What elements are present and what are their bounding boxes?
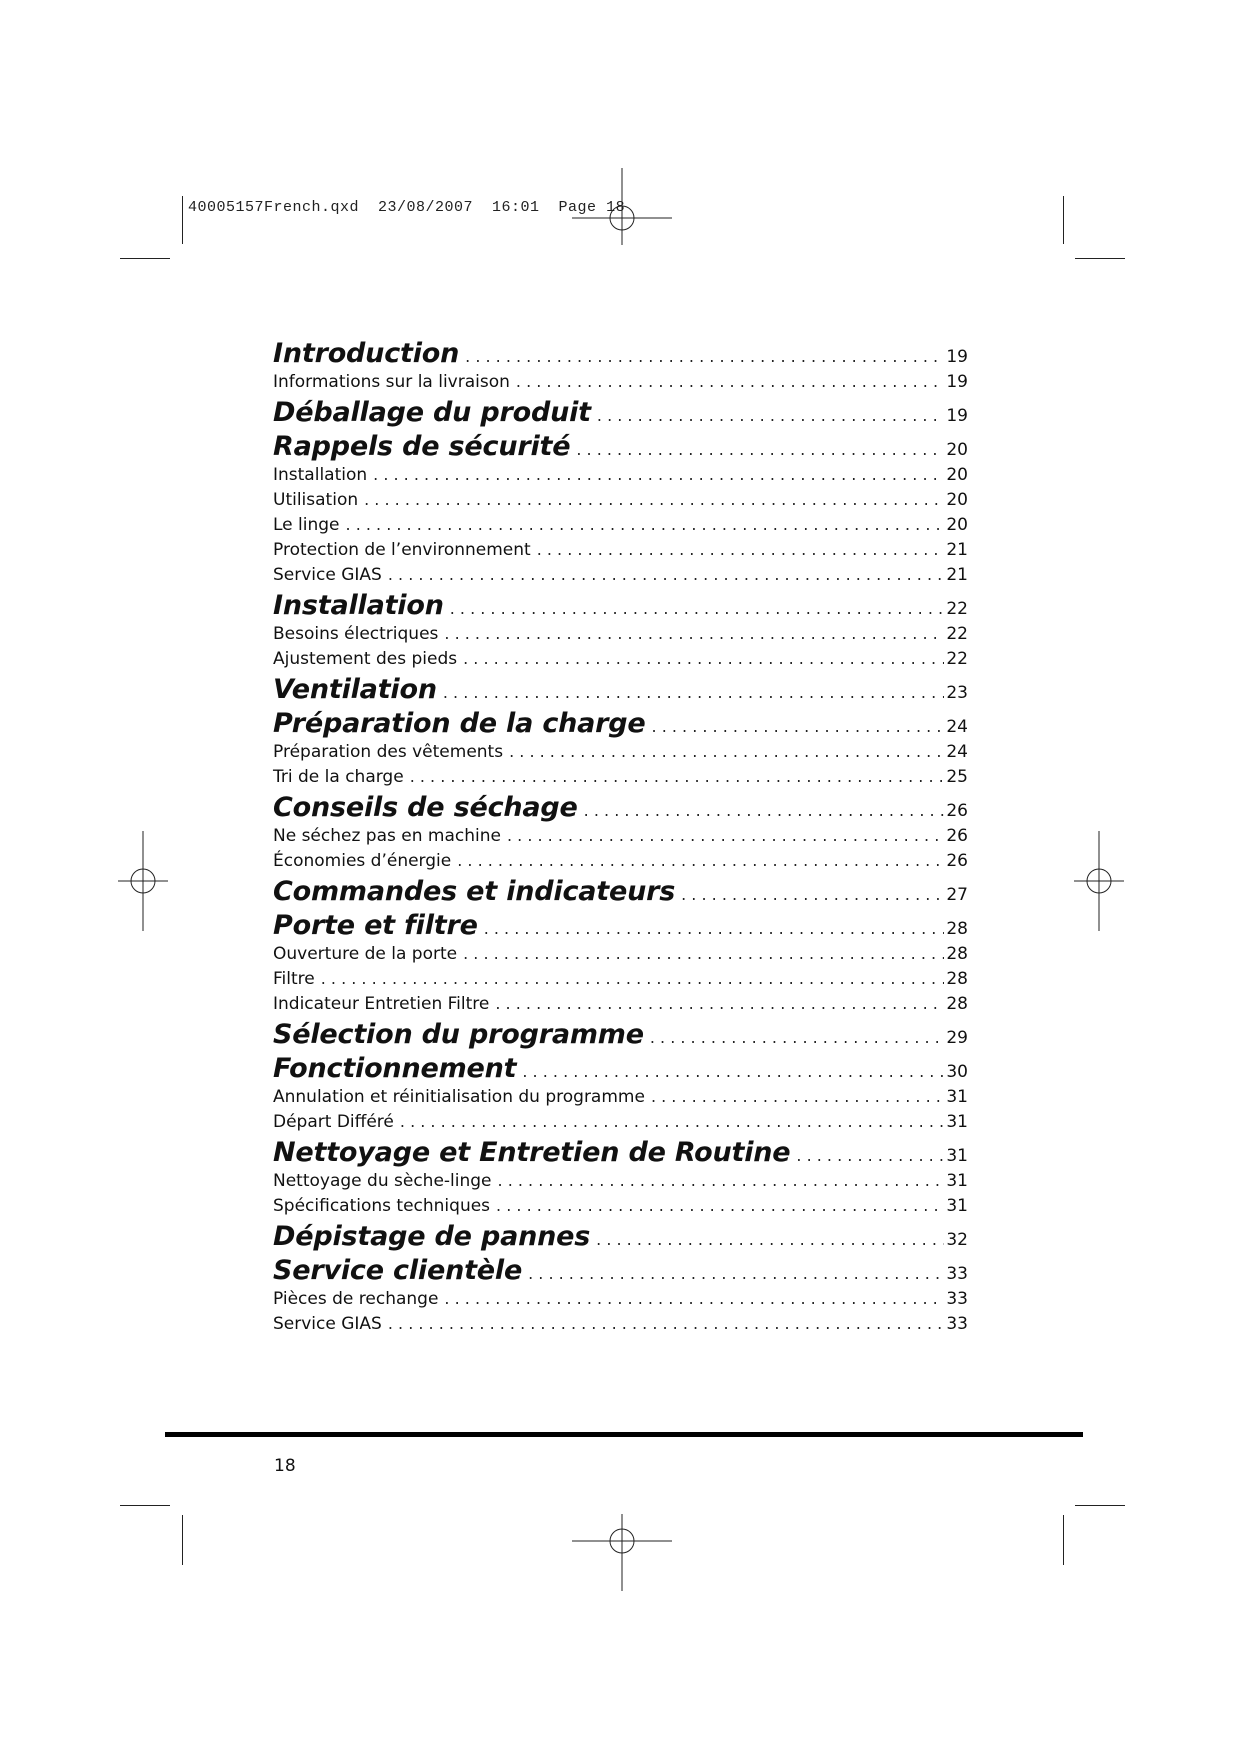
toc-entry-page: 21 — [946, 540, 968, 560]
toc-entry-title: Service clientèle — [273, 1255, 523, 1286]
toc-section-row[interactable] — [273, 910, 968, 944]
toc-subsection-row[interactable] — [273, 1171, 968, 1196]
toc-entry-page: 26 — [946, 851, 968, 871]
toc-entry-page: 19 — [946, 406, 968, 426]
toc-entry-page: 22 — [946, 624, 968, 644]
dot-leader — [507, 826, 944, 845]
toc-subsection-row[interactable] — [273, 490, 968, 515]
toc-subsection-row[interactable] — [273, 515, 968, 540]
toc-subsection-row[interactable] — [273, 1289, 968, 1314]
toc-entry-title: Ne séchez pas en machine — [273, 826, 501, 846]
toc-section-row[interactable] — [273, 590, 968, 624]
toc-section-row[interactable] — [273, 876, 968, 910]
toc-subsection-row[interactable] — [273, 742, 968, 767]
toc-section-row[interactable] — [273, 397, 968, 431]
crop-mark-bottom-left-horizontal — [120, 1505, 170, 1506]
toc-subsection-row[interactable] — [273, 1314, 968, 1339]
table-of-contents — [273, 338, 968, 1339]
toc-entry-page: 32 — [946, 1230, 968, 1250]
print-slug-line: 40005157French.qxd 23/08/2007 16:01 Page 18 — [188, 199, 626, 216]
dot-leader — [484, 919, 945, 938]
toc-entry-title: Informations sur la livraison — [273, 372, 510, 392]
registration-mark-top-icon — [567, 163, 677, 273]
toc-subsection-row[interactable] — [273, 1112, 968, 1137]
dot-leader — [651, 1087, 944, 1106]
dot-leader — [321, 969, 945, 988]
toc-entry-page: 24 — [946, 717, 968, 737]
dot-leader — [596, 1230, 944, 1249]
crop-mark-top-left-vertical — [182, 196, 183, 244]
toc-entry-page: 33 — [946, 1289, 968, 1309]
toc-entry-title: Le linge — [273, 515, 340, 535]
toc-entry-page: 21 — [946, 565, 968, 585]
dot-leader — [388, 1314, 945, 1333]
toc-section-row[interactable] — [273, 708, 968, 742]
toc-entry-page: 25 — [946, 767, 968, 787]
dot-leader — [400, 1112, 944, 1131]
toc-section-row[interactable] — [273, 1221, 968, 1255]
toc-entry-page: 29 — [946, 1028, 968, 1048]
registration-mark-right-icon — [1044, 826, 1154, 936]
toc-entry-title: Préparation des vêtements — [273, 742, 504, 762]
toc-subsection-row[interactable] — [273, 767, 968, 792]
toc-entry-page: 27 — [946, 885, 968, 905]
toc-entry-title: Départ Différé — [273, 1112, 394, 1132]
toc-entry-title: Filtre — [273, 969, 315, 989]
toc-entry-page: 31 — [946, 1146, 968, 1166]
dot-leader — [496, 1196, 944, 1215]
dot-leader — [516, 372, 944, 391]
toc-section-row[interactable] — [273, 431, 968, 465]
toc-entry-page: 33 — [946, 1264, 968, 1284]
crop-mark-top-right-horizontal — [1075, 258, 1125, 259]
toc-section-row[interactable] — [273, 1053, 968, 1087]
toc-entry-page: 19 — [946, 372, 968, 392]
toc-entry-page: 23 — [946, 683, 968, 703]
toc-subsection-row[interactable] — [273, 465, 968, 490]
toc-entry-title: Ajustement des pieds — [273, 649, 458, 669]
toc-entry-title: Utilisation — [273, 490, 359, 510]
dot-leader — [346, 515, 945, 534]
dot-leader — [528, 1264, 944, 1283]
crop-mark-top-left-horizontal — [120, 258, 170, 259]
dot-leader — [444, 624, 944, 643]
dot-leader — [457, 851, 944, 870]
toc-entry-title: Service GIAS — [273, 565, 382, 585]
dot-leader — [681, 885, 944, 904]
dot-leader — [652, 717, 945, 736]
registration-mark-bottom-icon — [567, 1486, 677, 1596]
toc-entry-page: 31 — [946, 1196, 968, 1216]
toc-entry-title: Déballage du produit — [273, 397, 591, 428]
toc-entry-page: 20 — [946, 465, 968, 485]
dot-leader — [463, 649, 944, 668]
toc-subsection-row[interactable] — [273, 649, 968, 674]
toc-subsection-row[interactable] — [273, 624, 968, 649]
toc-entry-page: 20 — [946, 490, 968, 510]
registration-mark-left-icon — [88, 826, 198, 936]
toc-entry-page: 19 — [946, 347, 968, 367]
toc-entry-title: Spécifications techniques — [273, 1196, 491, 1216]
toc-entry-title: Indicateur Entretien Filtre — [273, 994, 490, 1014]
toc-section-row[interactable] — [273, 1255, 968, 1289]
toc-entry-title: Nettoyage du sèche-linge — [273, 1171, 492, 1191]
toc-entry-title: Nettoyage et Entretien de Routine — [273, 1137, 791, 1168]
toc-entry-page: 30 — [946, 1062, 968, 1082]
dot-leader — [364, 490, 944, 509]
toc-subsection-row[interactable] — [273, 372, 968, 397]
toc-entry-page: 31 — [946, 1171, 968, 1191]
dot-leader — [498, 1171, 945, 1190]
toc-entry-title: Fonctionnement — [273, 1053, 517, 1084]
toc-subsection-row[interactable] — [273, 540, 968, 565]
toc-section-row[interactable] — [273, 792, 968, 826]
toc-subsection-row[interactable] — [273, 944, 968, 969]
toc-subsection-row[interactable] — [273, 994, 968, 1019]
toc-section-row[interactable] — [273, 1137, 968, 1171]
dot-leader — [576, 440, 944, 459]
toc-entry-page: 24 — [946, 742, 968, 762]
dot-leader — [450, 599, 945, 618]
crop-mark-top-right-vertical — [1063, 196, 1064, 244]
toc-entry-page: 22 — [946, 649, 968, 669]
toc-subsection-row[interactable] — [273, 851, 968, 876]
toc-entry-page: 22 — [946, 599, 968, 619]
toc-section-row[interactable] — [273, 338, 968, 372]
dot-leader — [509, 742, 944, 761]
toc-subsection-row[interactable] — [273, 826, 968, 851]
crop-mark-bottom-right-vertical — [1063, 1515, 1064, 1565]
toc-entry-title: Besoins électriques — [273, 624, 439, 644]
toc-entry-title: Préparation de la charge — [273, 708, 646, 739]
toc-entry-title: Service GIAS — [273, 1314, 382, 1334]
page-number: 18 — [274, 1456, 296, 1476]
toc-entry-title: Annulation et réinitialisation du programme — [273, 1087, 645, 1107]
toc-section-row[interactable] — [273, 674, 968, 708]
toc-entry-page: 31 — [946, 1087, 968, 1107]
dot-leader — [465, 347, 944, 366]
toc-entry-title: Ventilation — [273, 674, 437, 705]
dot-leader — [463, 944, 944, 963]
dot-leader — [650, 1028, 945, 1047]
toc-entry-title: Tri de la charge — [273, 767, 404, 787]
toc-entry-title: Protection de l’environnement — [273, 540, 531, 560]
toc-entry-title: Installation — [273, 590, 444, 621]
dot-leader — [584, 801, 945, 820]
toc-entry-page: 28 — [946, 919, 968, 939]
toc-entry-title: Pièces de rechange — [273, 1289, 439, 1309]
toc-subsection-row[interactable] — [273, 969, 968, 994]
toc-section-row[interactable] — [273, 1019, 968, 1053]
dot-leader — [597, 406, 944, 425]
toc-entry-title: Porte et filtre — [273, 910, 478, 941]
dot-leader — [495, 994, 944, 1013]
crop-mark-bottom-left-vertical — [182, 1515, 183, 1565]
toc-entry-page: 33 — [946, 1314, 968, 1334]
crop-mark-bottom-right-horizontal — [1075, 1505, 1125, 1506]
toc-entry-title: Introduction — [273, 338, 460, 369]
toc-entry-title: Dépistage de pannes — [273, 1221, 591, 1252]
toc-entry-page: 20 — [946, 440, 968, 460]
toc-entry-page: 26 — [946, 826, 968, 846]
toc-entry-title: Conseils de séchage — [273, 792, 578, 823]
toc-entry-page: 28 — [946, 944, 968, 964]
dot-leader — [388, 565, 945, 584]
toc-entry-title: Ouverture de la porte — [273, 944, 458, 964]
toc-entry-page: 28 — [946, 994, 968, 1014]
toc-subsection-row[interactable] — [273, 565, 968, 590]
toc-entry-title: Sélection du programme — [273, 1019, 644, 1050]
dot-leader — [796, 1146, 944, 1165]
toc-entry-title: Installation — [273, 465, 368, 485]
toc-subsection-row[interactable] — [273, 1087, 968, 1112]
dot-leader — [537, 540, 945, 559]
dot-leader — [522, 1062, 944, 1081]
dot-leader — [410, 767, 945, 786]
toc-entry-page: 26 — [946, 801, 968, 821]
toc-entry-title: Rappels de sécurité — [273, 431, 571, 462]
toc-entry-title: Commandes et indicateurs — [273, 876, 676, 907]
toc-subsection-row[interactable] — [273, 1196, 968, 1221]
dot-leader — [443, 683, 945, 702]
toc-entry-page: 28 — [946, 969, 968, 989]
dot-leader — [444, 1289, 944, 1308]
dot-leader — [373, 465, 944, 484]
toc-entry-page: 20 — [946, 515, 968, 535]
footer-rule — [165, 1432, 1083, 1437]
toc-entry-page: 31 — [946, 1112, 968, 1132]
toc-entry-title: Économies d’énergie — [273, 851, 452, 871]
